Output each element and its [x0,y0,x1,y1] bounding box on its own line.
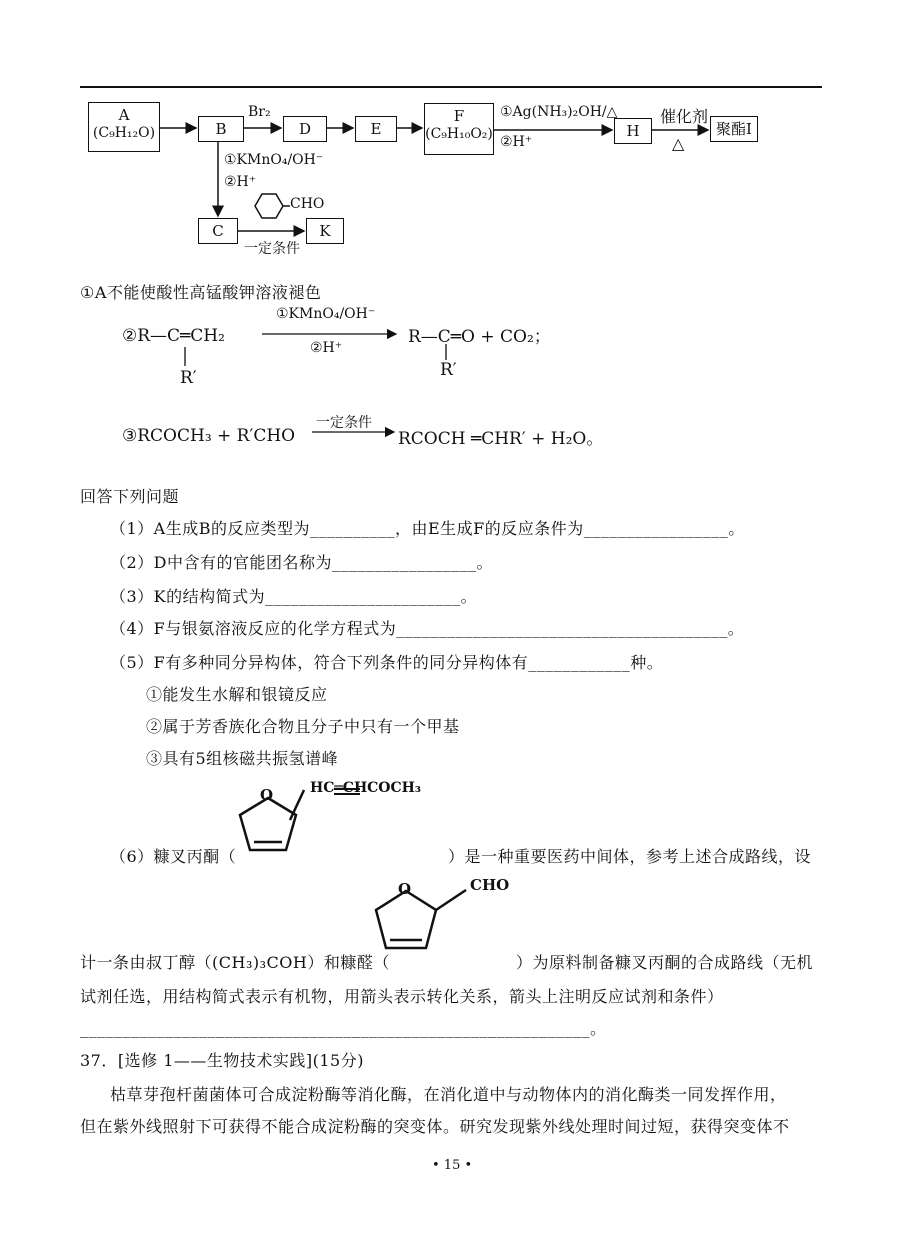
question-5-cond-3: ③具有5组核磁共振氢谱峰 [146,749,339,768]
question-2: （2）D中含有的官能团名称为_________________。 [110,553,494,572]
question-4: （4）F与银氨溶液反应的化学方程式为_______________________________________。 [110,619,745,638]
box-i: 聚酯I [710,116,758,142]
cond-br2: Br₂ [248,104,271,120]
cond-catalyst: 催化剂 [660,107,709,126]
question-6-answer-line: ____________________________________________________________。 [80,1019,607,1038]
question-6-b: ）是一种重要医药中间体，参考上述合成路线，设 [448,847,812,866]
cond-certain: 一定条件 [244,241,300,257]
cond-kmno4: ①KMnO₄/OH⁻ [224,152,324,168]
reaction-3-cond: 一定条件 [316,415,372,431]
cond-heat: △ [672,134,685,153]
reaction-2-cond-2: ②H⁺ [310,340,343,356]
reaction-2-right: R—C═O + CO₂； [408,327,551,347]
cond-cyclohexyl-cho: CHO [290,196,325,212]
box-e: E [355,116,397,142]
question-5-cond-1: ①能发生水解和银镜反应 [146,685,328,704]
box-c: C [198,218,238,244]
question-37-paragraph-1: 枯草芽孢杆菌菌体可合成淀粉酶等消化酶，在消化道中与动物体内的消化酶类一同发挥作用， [110,1085,787,1104]
question-3: （3）K的结构简式为_______________________。 [110,587,478,606]
box-d: D [283,116,327,142]
reaction-2-right-sub: R′ [440,360,457,380]
reaction-3-left: ③RCOCH₃ + R′CHO [122,426,296,446]
question-6-c: 计一条由叔丁醇（(CH₃)₃COH）和糠醛（ [80,953,390,972]
reaction-3-right: RCOCH ═CHR′ + H₂O。 [398,429,604,449]
reaction-2-left-sub: R′ [180,368,197,388]
question-5: （5）F有多种同分异构体，符合下列条件的同分异构体有____________种。 [110,653,664,672]
question-5-cond-2: ②属于芳香族化合物且分子中只有一个甲基 [146,717,460,736]
info-line-1: ①A不能使酸性高锰酸钾溶液褪色 [80,283,322,302]
box-a: A (C₉H₁₂O) [88,102,160,152]
question-6-d: ）为原料制备糠叉丙酮的合成路线（无机 [516,953,814,972]
box-h: H [614,118,652,144]
page-number: • 15 • [432,1158,473,1173]
question-1: （1）A生成B的反应类型为__________，由E生成F的反应条件为_________________。 [110,519,745,538]
box-k: K [306,218,344,244]
box-f: F (C₉H₁₀O₂) [424,103,494,155]
box-b: B [198,116,244,142]
reaction-2-cond-1: ①KMnO₄/OH⁻ [276,306,376,322]
question-6-a: （6）糠叉丙酮（ [110,847,237,866]
question-6-e: 试剂任选，用结构简式表示有机物，用箭头表示转化关系，箭头上注明反应试剂和条件） [80,987,724,1006]
cond-ag-1: ①Ag(NH₃)₂OH/△ [500,104,618,120]
cond-ag-2: ②H⁺ [500,134,533,150]
side-chain-formula: HC═CHCOCH₃ [310,780,422,796]
question-37-title: 37．[选修 1——生物技术实践](15分) [80,1051,364,1070]
aldehyde-group: CHO [470,876,510,894]
furan-oxygen-1: O [260,786,274,804]
furan-oxygen-2: O [398,880,412,898]
cond-h-plus: ②H⁺ [224,174,257,190]
reaction-2-left: ②R—C═CH₂ [122,326,225,346]
question-37-paragraph-2: 但在紫外线照射下可获得不能合成淀粉酶的突变体。研究发现紫外线处理时间过短，获得突变体不 [80,1117,790,1136]
questions-intro: 回答下列问题 [80,487,180,506]
